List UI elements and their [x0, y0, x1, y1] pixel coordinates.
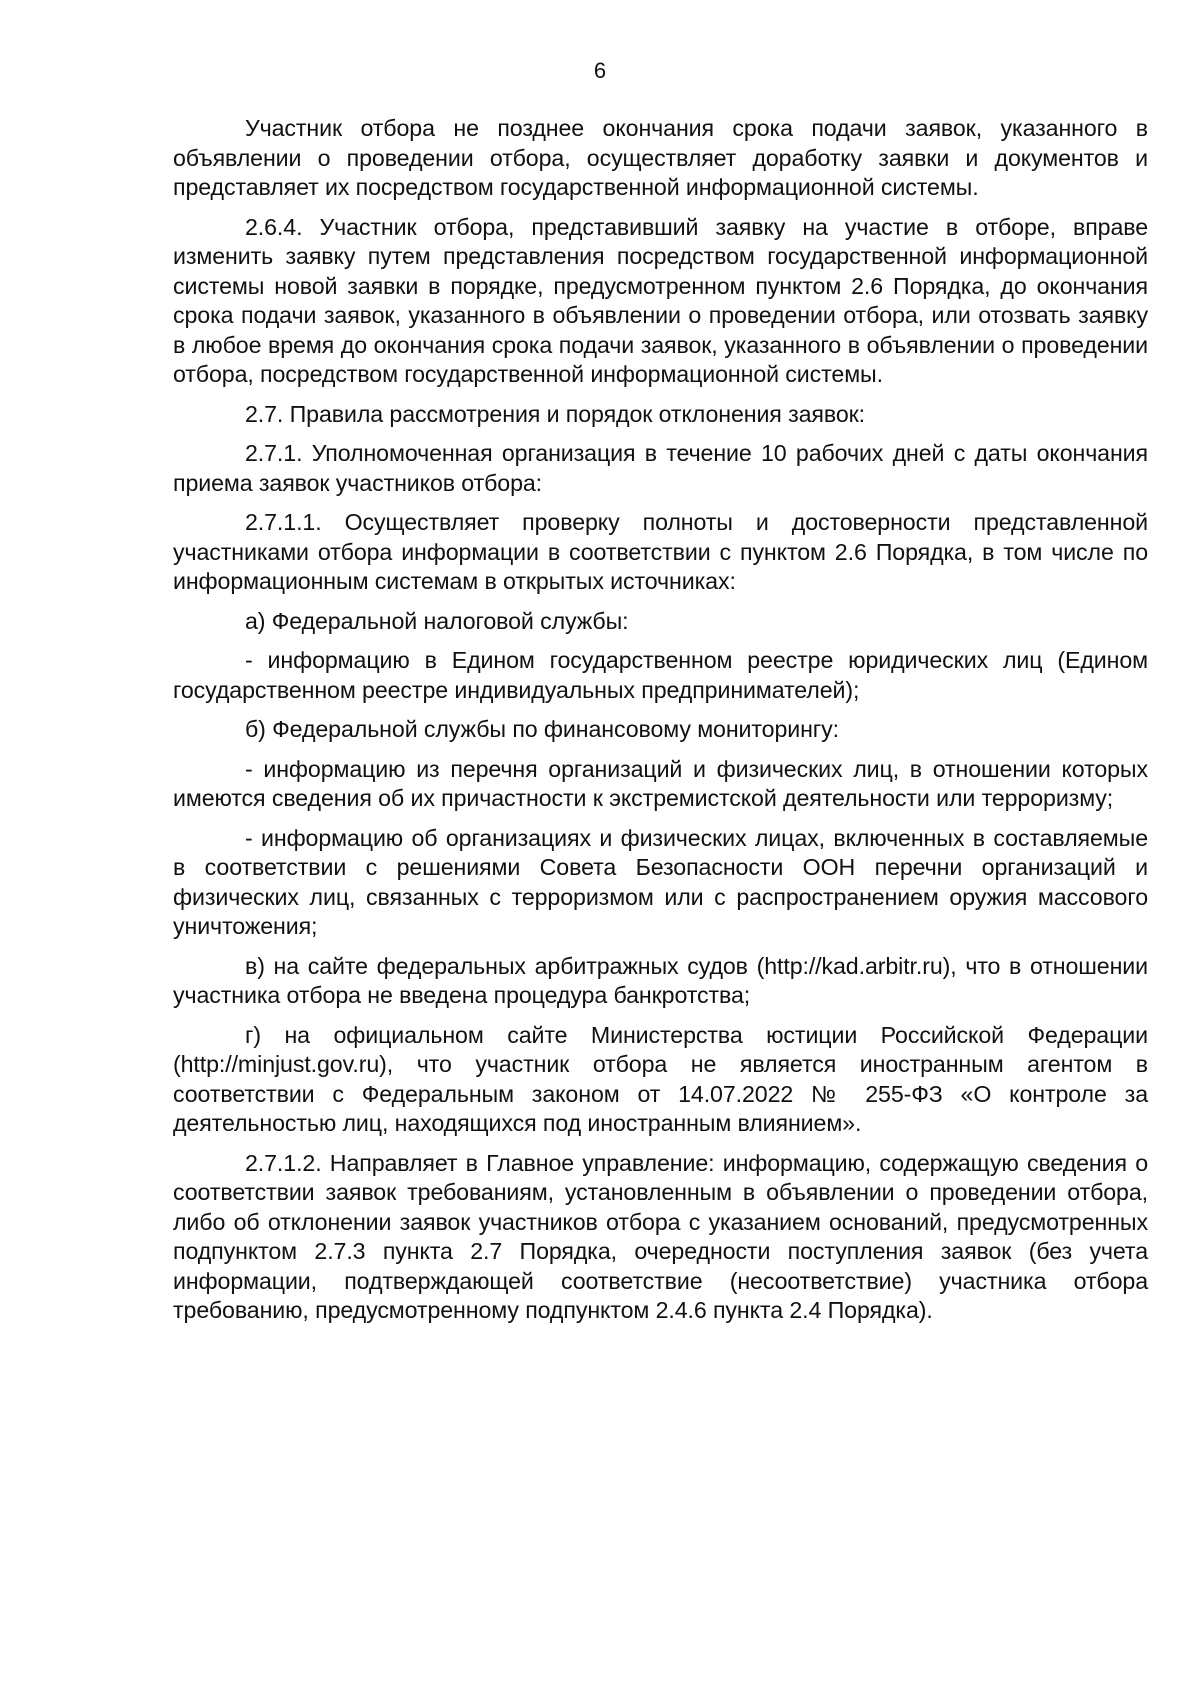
paragraph: Участник отбора не позднее окончания срока подачи заявок, указанного в объявлении о проведении отбора, осуществляет доработку заявки и документов и представляет их посредством государственной информационной системы. — [173, 115, 1148, 200]
page-number: 6 — [593, 58, 607, 83]
document-body — [173, 114, 1148, 1336]
paragraph: 2.7.1.1. Осуществляет проверку полноты и достоверности представленной участниками отбора информации в соответствии с пунктом 2.6 Порядка, в том числе по информационным системам в открытых источниках: — [173, 509, 1148, 594]
paragraph: 2.7.1.2. Направляет в Главное управление: информацию, содержащую сведения о соответствии заявок требованиям, установленным в объявлении о проведении отбора, либо об отклонении заявок участников отбора с указанием оснований, предусмотренных подпунктом 2.7.3 пункта 2.7 Порядка, очередности поступления заявок (без учета информации, подтверждающей соответствие (несоответствие) участника отбора требованию, предусмотренному подпунктом 2.4.6 пункта 2.4 Порядка). — [173, 1149, 1148, 1323]
paragraph: г) на официальном сайте Министерства юстиции Российской Федерации (http://minjust.gov.ru), что участник отбора не является иностранным агентом в соответствии с Федеральным законом от 14.07.2022 № 255-ФЗ «О контроле за деятельностью лиц, находящихся под иностранным влиянием». — [173, 1021, 1148, 1136]
paragraph: 2.7.1. Уполномоченная организация в течение 10 рабочих дней с даты окончания приема заявок участников отбора: — [173, 440, 1148, 496]
paragraph: 2.6.4. Участник отбора, представивший заявку на участие в отборе, вправе изменить заявку путем представления посредством государственной информационной системы новой заявки в порядке, предусмотренном пунктом 2.6 Порядка, до окончания срока подачи заявок, указанного в объявлении о проведении отбора, или отозвать заявку в любое время до окончания срока подачи заявок, указанного в объявлении о проведении отбора, посредством государственной информационной системы. — [173, 213, 1148, 387]
paragraph: - информацию об организациях и физических лицах, включенных в составляемые в соответствии с решениями Совета Безопасности ООН перечни организаций и физических лиц, связанных с терроризмом или с распространением оружия массового уничтожения; — [173, 824, 1148, 939]
paragraph: б) Федеральной службы по финансовому мониторингу: — [245, 716, 839, 742]
paragraph: 2.7. Правила рассмотрения и порядок отклонения заявок: — [245, 400, 866, 427]
paragraph: в) на сайте федеральных арбитражных судов (http://kad.arbitr.ru), что в отношении участника отбора не введена процедура банкротства; — [173, 952, 1148, 1008]
paragraph: - информацию из перечня организаций и физических лиц, в отношении которых имеются сведения об их причастности к экстремистской деятельности или терроризму; — [173, 755, 1148, 811]
paragraph: а) Федеральной налоговой службы: — [245, 607, 629, 634]
paragraph: - информацию в Едином государственном реестре юридических лиц (Едином государственном реестре индивидуальных предпринимателей); — [173, 647, 1148, 703]
